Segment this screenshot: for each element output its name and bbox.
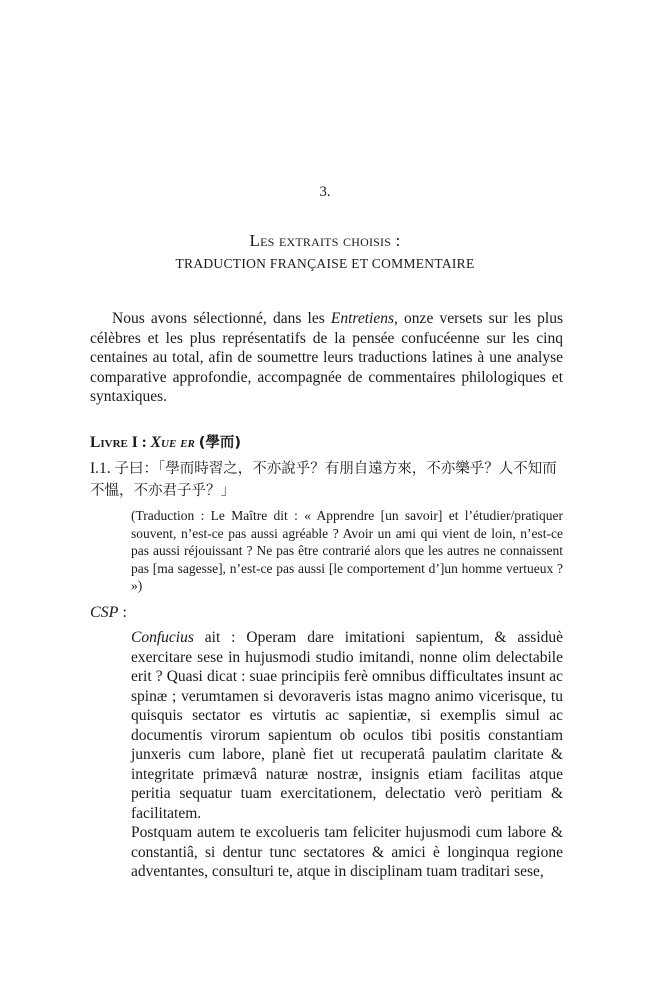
intro-text-after: , onze versets sur les plus célèbres et les plus représentatifs de la pensée confucéenne sur les cinq centaines au total, afin de soumettre leurs traductions latines à une analyse comparative approfondie, accompagnée de commentaires philologiques et syntaxiques. xyxy=(90,310,563,405)
translation-note: (Traduction : Le Maître dit : « Apprendre [un savoir] et l’étudier/pratiquer souvent, n’est-ce pas aussi agréable ? Avoir un ami qui vient de loin, n’est-ce pas aussi réjouissant ? Ne pas être contrarié alors que les autres ne connaissent pas [ma sagesse], n’est-ce pas aussi [le comportement d’]un homme vertueux ? ») xyxy=(131,508,563,594)
section-romanization: Xue er xyxy=(150,434,195,451)
latin-paragraph-1-text: ait : Operam dare imitationi sapientum, & assiduè exercitare sese in hujusmodi studio imitandi, nonne olim delectabile erit ? Quasi dicat : suae principiis ferè omnibus difficultates insunt ac spinæ ; verumtamen si devoraveris istas magno animo vicerisque, tu quisquis sectator es virtutis ac sapientiæ, si exemplis simul ac documentis virorum sapientum ob oculos tibi positis constantiam junxeris cum labore, planè fiet ut recuperatâ paulatim claritate & integritate primævâ naturæ nostræ, insignis etiam facilitas atque peritia sequatur tuam exercitationem, delectatio verò peritiam & facilitatem. xyxy=(131,629,563,822)
csp-label-colon: : xyxy=(118,604,127,621)
latin-author-name: Confucius xyxy=(131,629,194,646)
chapter-title: Les extraits choisis : xyxy=(249,231,401,250)
intro-text-before: Nous avons sélectionné, dans les xyxy=(112,310,331,327)
verse-number: I.1. xyxy=(90,460,111,477)
verse-chinese-text: 子曰：「學而時習之，不亦說乎？有朋自遠方來，不亦樂乎？人不知而不慍，不亦君子乎？」 xyxy=(90,461,557,499)
csp-label xyxy=(90,604,127,622)
intro-book-title: Entretiens xyxy=(330,310,395,327)
chapter-number: 3. xyxy=(319,184,331,200)
section-label: Livre I : xyxy=(90,434,147,451)
latin-paragraph-2: Postquam autem te excolueris tam feliciter hujusmodi cum labore & constantiâ, si dentur tunc sectatores & amici è longinqua regione adventantes, consulturi te, atque in disciplinam tuam traditari sese, xyxy=(131,824,563,880)
latin-paragraph-1 xyxy=(131,628,563,823)
csp-label-text: CSP xyxy=(90,604,119,621)
latin-commentary xyxy=(131,628,563,882)
section-chinese-title: (學而) xyxy=(198,435,241,451)
intro-paragraph xyxy=(90,309,563,407)
section-heading xyxy=(90,431,570,452)
verse xyxy=(90,458,565,502)
chapter-subtitle: TRADUCTION FRANÇAISE ET COMMENTAIRE xyxy=(175,256,475,271)
